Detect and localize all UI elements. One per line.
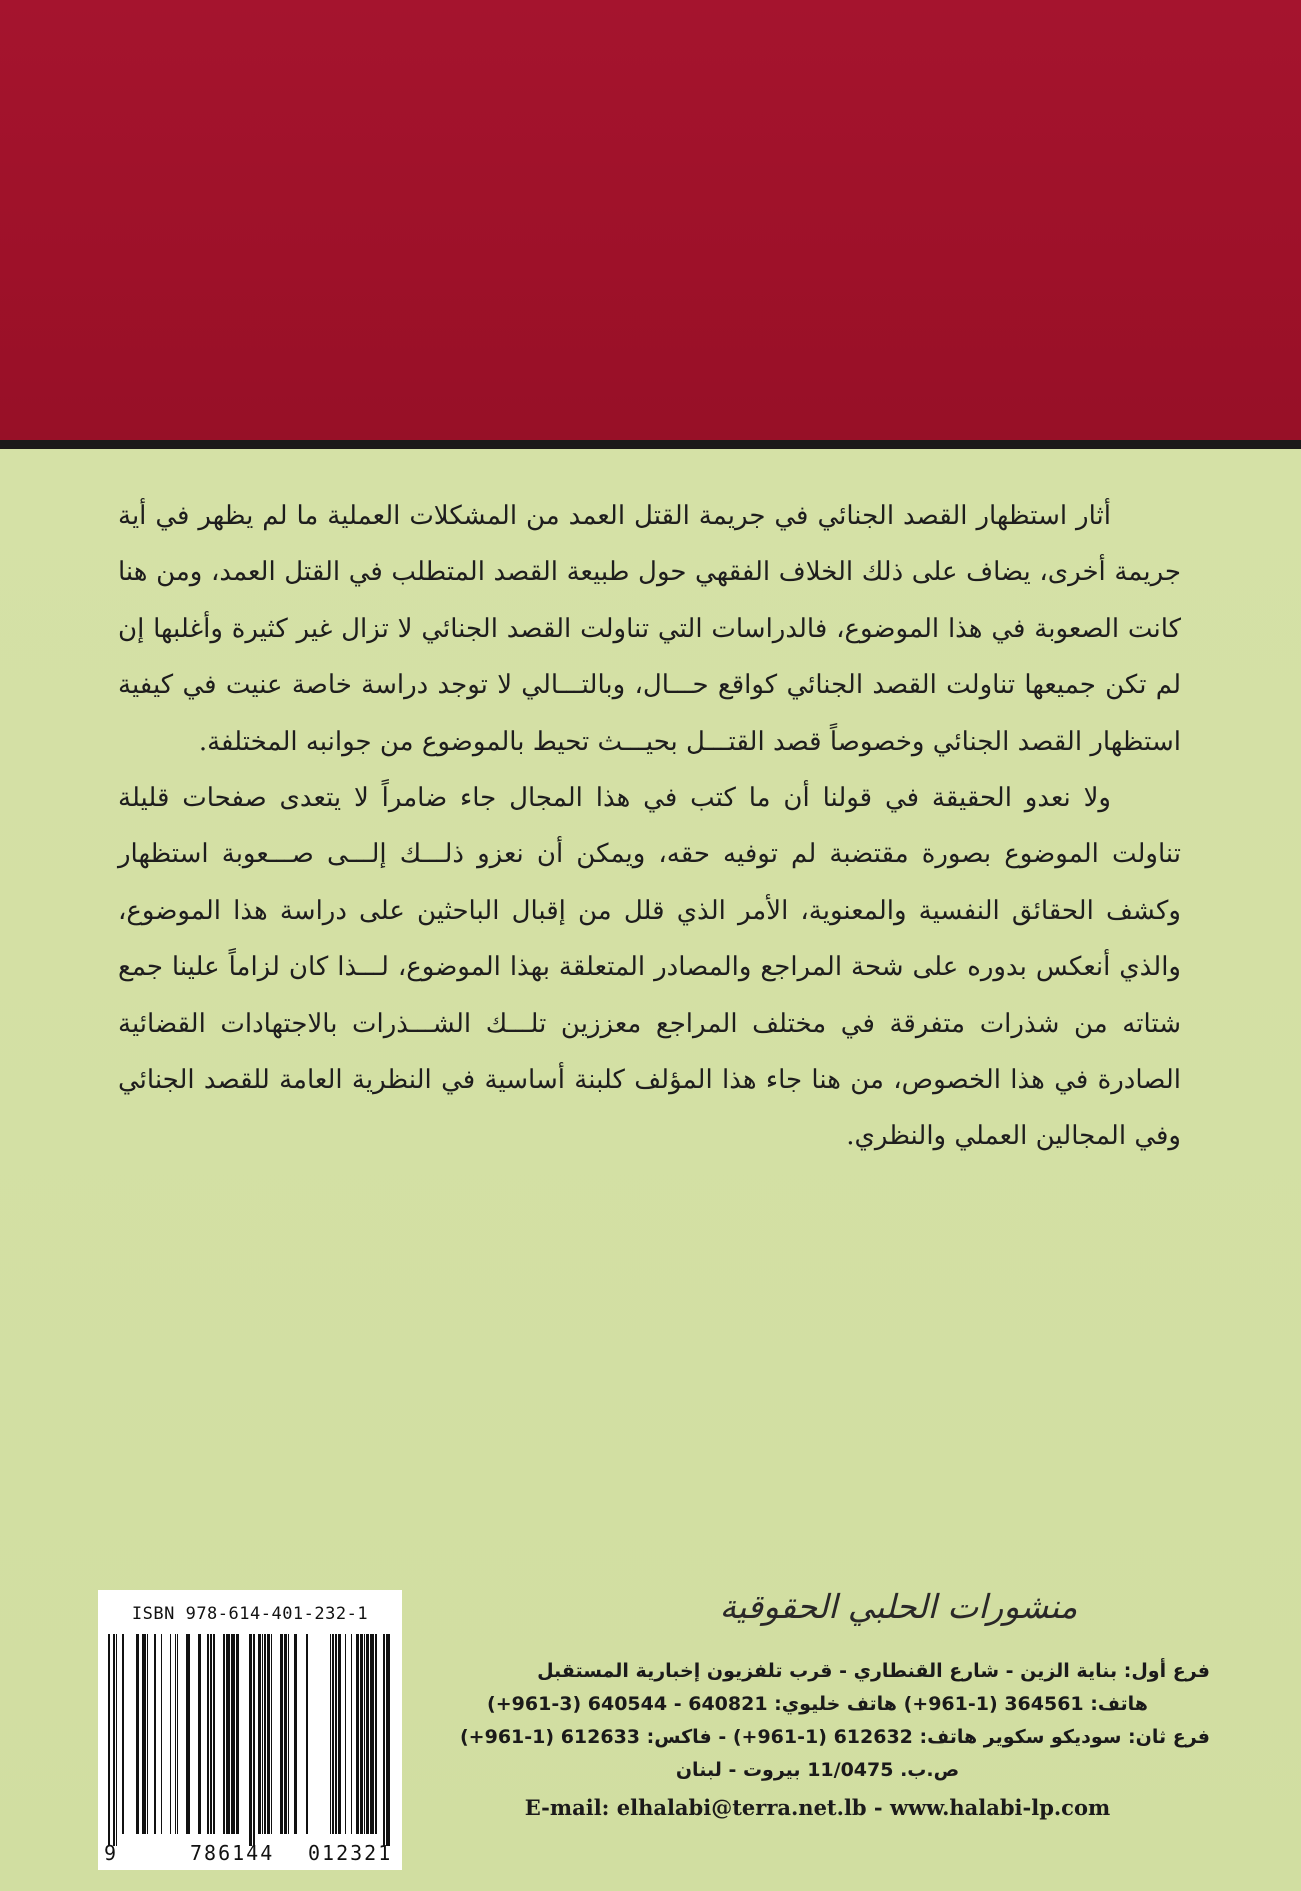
barcode-bar: [338, 1634, 341, 1834]
barcode-bar: [113, 1634, 115, 1846]
barcode-bar: [360, 1634, 363, 1834]
barcode-bar: [226, 1634, 230, 1834]
barcode-graphic: [98, 1590, 402, 1870]
publisher-logo: منشورات الحلبي الحقوقية: [719, 1587, 1078, 1626]
barcode-bar: [284, 1634, 287, 1834]
barcode-digits: [104, 1841, 392, 1865]
branch-2-phones: فرع ثان: سوديكو سكوير هاتف: 612632 (1-961+) - فاكس: 612633 (1-961+): [459, 1726, 1210, 1748]
barcode-bar: [116, 1634, 117, 1846]
barcode-bar: [136, 1634, 139, 1834]
barcode-bar: [161, 1634, 162, 1834]
barcode-digit-group: 012321: [308, 1841, 393, 1865]
barcode-bar: [356, 1634, 359, 1834]
barcode-bar: [108, 1634, 110, 1846]
barcode-bar: [264, 1634, 266, 1834]
barcode-bar: [345, 1634, 346, 1834]
barcode-bar: [186, 1634, 190, 1834]
barcode-bar: [154, 1634, 156, 1834]
barcode-bar: [271, 1634, 272, 1834]
email-website: E-mail: elhalabi@terra.net.lb - www.halabi-lp.com: [524, 1795, 1111, 1820]
barcode-bar: [306, 1634, 308, 1834]
barcode-bar: [351, 1634, 352, 1834]
barcode-digit-group: 786144: [190, 1841, 275, 1865]
barcode-bar: [366, 1634, 369, 1834]
barcode-bar: [236, 1634, 239, 1834]
barcode-bar: [231, 1634, 235, 1834]
description-paragraph-1: أثار استظهار القصد الجنائي في جريمة القتل العمد من المشكلات العملية ما لم يظهر في أية جريمة أخرى، يضاف على ذلك الخلاف الفقهي حول طبيعة القصد المتطلب في القتل العمد، ومن هنا كانت الصعوبة في هذا الموضوع، فالدراسات التي تناولت القصد الجنائي لا تزال غير كثيرة وأغلبها إن لم تكن جميعها تناولت القصد الجنائي كواقع حـــال، وبالتـــالي لا توجد دراسة خاصة عنيت في كيفية استظهار القصد الجنائي وخصوصاً قصد القتـــل بحيـــث تحيط بالموضوع من جوانبه المختلفة.: [118, 501, 1181, 757]
barcode-bar: [170, 1634, 171, 1834]
barcode-bar: [288, 1634, 289, 1834]
barcode-bar: [253, 1634, 255, 1846]
cover-top-band: [0, 0, 1301, 440]
barcode-bar: [122, 1634, 124, 1834]
barcode-bar: [198, 1634, 201, 1834]
barcode-bar: [386, 1634, 390, 1846]
barcode-digit-group: 9: [104, 1841, 119, 1865]
barcode-bar: [142, 1634, 146, 1834]
barcode-bar: [175, 1634, 176, 1834]
cover-divider-rule: [0, 440, 1301, 449]
barcode-bar: [258, 1634, 261, 1834]
barcode-bar: [332, 1634, 334, 1834]
barcode-bar: [335, 1634, 337, 1834]
isbn-label: ISBN 978-614-401-232-1: [131, 1604, 369, 1624]
barcode-bar: [330, 1634, 331, 1834]
barcode-bar: [147, 1634, 148, 1834]
barcode-bar: [210, 1634, 212, 1834]
book-description: [118, 488, 1181, 1165]
barcode-bar: [262, 1634, 263, 1834]
barcode-bar: [370, 1634, 374, 1834]
barcode-bar: [294, 1634, 297, 1834]
barcode-panel: [98, 1590, 402, 1870]
barcode-bar: [364, 1634, 365, 1834]
barcode-bar: [177, 1634, 178, 1834]
publisher-contact: [425, 1655, 1210, 1824]
branch-1-phones: هاتف: 364561 (1-961+) هاتف خليوي: 640821 - 640544 (3-961+): [487, 1693, 1148, 1715]
po-box: ص.ب. 11/0475 بيروت - لبنان: [675, 1759, 960, 1781]
barcode-bar: [223, 1634, 225, 1834]
barcode-bar: [213, 1634, 215, 1834]
barcode-bars: [108, 1634, 390, 1846]
branch-1-address: فرع أول: بناية الزين - شارع القنطاري - قرب تلفزيون إخبارية المستقبل: [537, 1660, 1210, 1682]
barcode-bar: [375, 1634, 377, 1834]
description-paragraph-2: ولا نعدو الحقيقة في قولنا أن ما كتب في هذا المجال جاء ضامراً لا يتعدى صفحات قليلة تناولت الموضوع بصورة مقتضبة لم توفيه حقه، ويمكن أن نعزو ذلـــك إلـــى صـــعوبة استظهار وكشف الحقائق النفسية والمعنوية، الأمر الذي قلل من إقبال الباحثين على دراسة هذا الموضوع، والذي أنعكس بدوره على شحة المراجع والمصادر المتعلقة بهذا الموضوع، لـــذا كان لزاماً علينا جمع شتاته من شذرات متفرقة في مختلف المراجع معززين تلـــك الشـــذرات بالاجتهادات القضائية الصادرة في هذا الخصوص، من هنا جاء هذا المؤلف كلبنة أساسية في النظرية العامة للقصد الجنائي وفي المجالين العملي والنظري.: [118, 783, 1181, 1152]
barcode-bar: [249, 1634, 252, 1846]
barcode-bar: [267, 1634, 270, 1834]
barcode-bar: [383, 1634, 385, 1846]
barcode-bar: [207, 1634, 209, 1834]
barcode-bar: [280, 1634, 283, 1834]
